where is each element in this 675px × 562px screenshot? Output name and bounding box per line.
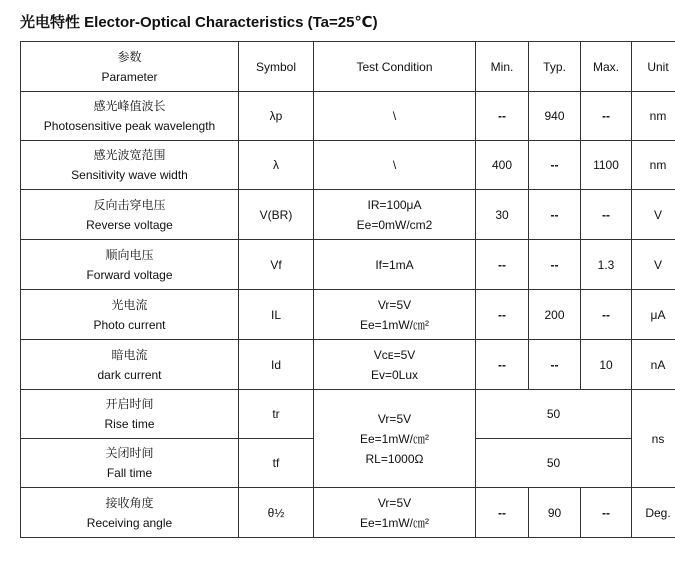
unit-cell: V — [632, 190, 675, 240]
header-typ: Typ. — [529, 42, 581, 92]
symbol-cell: λp — [239, 92, 314, 141]
symbol-cell: tr — [239, 390, 314, 439]
param-cell — [21, 340, 239, 390]
max-cell: -- — [581, 92, 632, 141]
param-name-en: Reverse voltage — [86, 217, 173, 232]
condition-line: Ev=0Lux — [370, 367, 419, 382]
min-cell: 30 — [476, 190, 529, 240]
condition-cell: \ — [314, 92, 476, 141]
fall-time-value: 50 — [476, 439, 632, 488]
max-cell: 1100 — [581, 141, 632, 190]
unit-cell: Deg. — [632, 488, 675, 538]
param-name-en: Fall time — [106, 466, 153, 480]
header-condition: Test Condition — [314, 42, 476, 92]
table-row — [21, 340, 675, 390]
header-max: Max. — [581, 42, 632, 92]
unit-cell: V — [632, 240, 675, 290]
param-name-en: Receiving angle — [86, 515, 173, 530]
min-cell: -- — [476, 92, 529, 141]
min-cell: -- — [476, 488, 529, 538]
param-name-en: Photo current — [93, 317, 166, 332]
table-row — [21, 92, 675, 141]
param-name-en: dark current — [97, 367, 162, 382]
table-row — [21, 240, 675, 290]
condition-cell — [314, 340, 476, 390]
param-cell — [21, 190, 239, 240]
param-name-zh: 顺向电压 — [105, 247, 154, 262]
header-parameter-zh: 参数 — [117, 49, 142, 64]
param-name-zh: 光电流 — [111, 297, 148, 312]
param-cell — [21, 290, 239, 340]
header-min: Min. — [476, 42, 529, 92]
condition-line: Ee=0mW/cm2 — [356, 217, 433, 232]
param-name-zh: 接收角度 — [105, 495, 154, 510]
unit-cell: nm — [632, 141, 675, 190]
table-row — [21, 290, 675, 340]
param-name-zh: 感光波宽范围 — [93, 148, 166, 162]
typ-cell: 940 — [529, 92, 581, 141]
max-cell: -- — [581, 488, 632, 538]
param-name-en: Forward voltage — [86, 267, 173, 282]
condition-line: Vᴄᴇ=5V — [373, 347, 416, 362]
typ-cell: -- — [529, 190, 581, 240]
max-cell: 10 — [581, 340, 632, 390]
table-row — [21, 190, 675, 240]
max-cell: -- — [581, 290, 632, 340]
condition-line: Ee=1mW/㎝² — [359, 515, 429, 530]
param-cell — [21, 439, 239, 488]
param-cell — [21, 141, 239, 190]
param-name-en: Rise time — [104, 417, 155, 431]
param-cell — [21, 240, 239, 290]
condition-line: IR=100μA — [367, 197, 422, 212]
unit-cell: nm — [632, 92, 675, 141]
param-cell — [21, 92, 239, 141]
spec-table — [20, 41, 675, 538]
unit-cell: μA — [632, 290, 675, 340]
param-cell — [21, 390, 239, 439]
param-name-zh: 开启时间 — [105, 397, 154, 411]
condition-cell: If=1mA — [314, 240, 476, 290]
param-name-zh: 暗电流 — [111, 347, 148, 362]
condition-cell: \ — [314, 141, 476, 190]
typ-cell: -- — [529, 240, 581, 290]
typ-cell: -- — [529, 340, 581, 390]
condition-cell — [314, 488, 476, 538]
param-name-en: Sensitivity wave width — [71, 168, 188, 182]
param-name-zh: 感光峰值波长 — [93, 99, 166, 113]
symbol-cell: Vf — [239, 240, 314, 290]
condition-line: Vr=5V — [377, 411, 412, 426]
param-cell — [21, 488, 239, 538]
header-symbol: Symbol — [239, 42, 314, 92]
symbol-cell: λ — [239, 141, 314, 190]
typ-cell: 200 — [529, 290, 581, 340]
table-row — [21, 488, 675, 538]
condition-cell — [314, 190, 476, 240]
param-name-en: Photosensitive peak wavelength — [43, 119, 216, 133]
header-parameter — [21, 42, 239, 92]
condition-line: RL=1000Ω — [365, 451, 424, 466]
symbol-cell: tf — [239, 439, 314, 488]
symbol-cell: Id — [239, 340, 314, 390]
header-unit: Unit — [632, 42, 675, 92]
min-cell: -- — [476, 240, 529, 290]
symbol-cell: V(BR) — [239, 190, 314, 240]
typ-cell: -- — [529, 141, 581, 190]
typ-cell: 90 — [529, 488, 581, 538]
symbol-cell: θ½ — [239, 488, 314, 538]
symbol-cell: IL — [239, 290, 314, 340]
header-row — [21, 42, 675, 92]
condition-line: Ee=1mW/㎝² — [359, 317, 429, 332]
table-row — [21, 390, 675, 439]
min-cell: -- — [476, 290, 529, 340]
time-condition-cell — [314, 390, 476, 488]
condition-line: Vr=5V — [377, 495, 412, 510]
max-cell: 1.3 — [581, 240, 632, 290]
header-parameter-en: Parameter — [101, 69, 158, 84]
condition-line: Ee=1mW/㎝² — [359, 431, 429, 446]
condition-cell — [314, 290, 476, 340]
table-row — [21, 141, 675, 190]
rise-time-value: 50 — [476, 390, 632, 439]
table-title: 光电特性 Elector-Optical Characteristics (Ta=25℃) — [20, 14, 378, 31]
condition-line: Vr=5V — [377, 297, 412, 312]
param-name-zh: 反向击穿电压 — [93, 197, 166, 212]
min-cell: 400 — [476, 141, 529, 190]
min-cell: -- — [476, 340, 529, 390]
time-unit-cell: ns — [632, 390, 675, 488]
max-cell: -- — [581, 190, 632, 240]
unit-cell: nA — [632, 340, 675, 390]
param-name-zh: 关闭时间 — [105, 446, 154, 460]
